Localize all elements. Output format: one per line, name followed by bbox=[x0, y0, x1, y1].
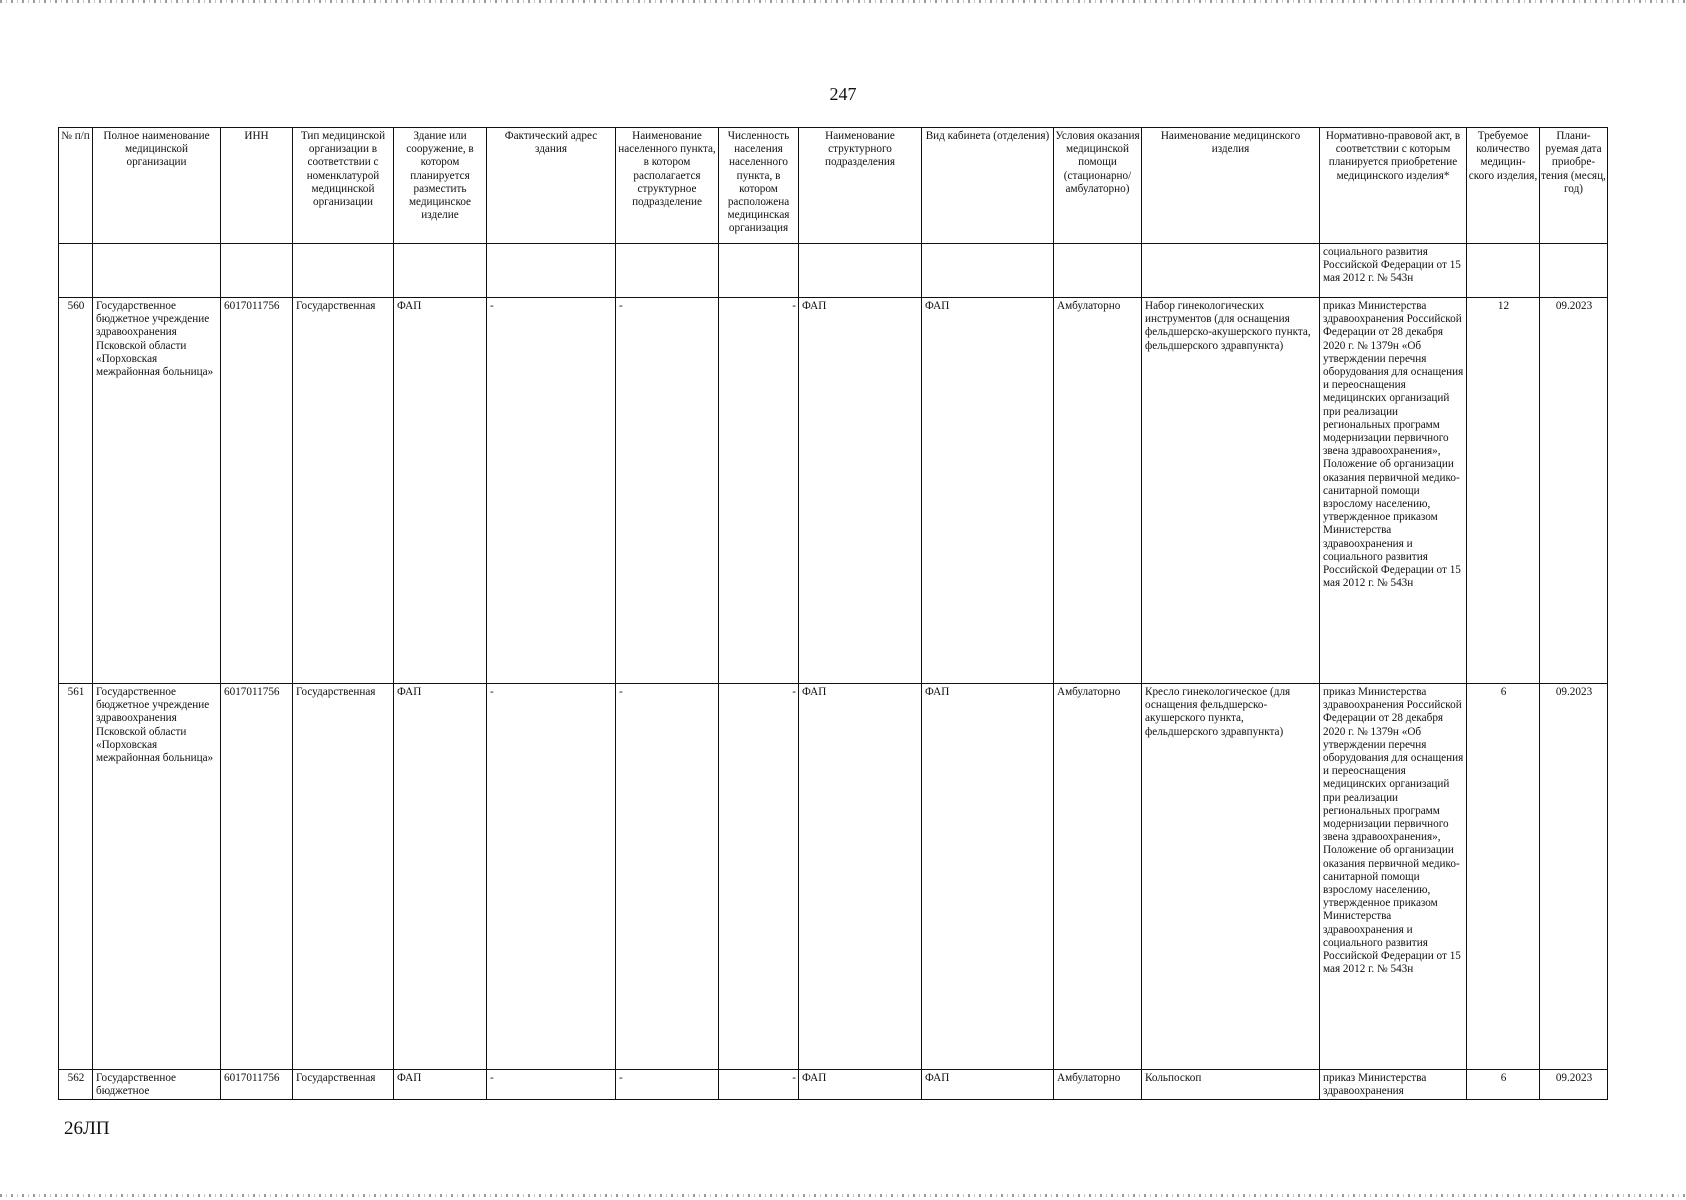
row-address: - bbox=[487, 684, 616, 1070]
row-cabinet: ФАП bbox=[922, 298, 1054, 684]
row-type: Государственная bbox=[293, 1070, 394, 1100]
scan-edge-bottom bbox=[0, 1194, 1686, 1197]
header-unit: Наименование структурного подразделения bbox=[799, 128, 922, 244]
row-org: Государственное бюджетное учреждение здравоохранения Псковской области «Порховская межрайонная больница» bbox=[93, 298, 221, 684]
row-building: ФАП bbox=[394, 684, 487, 1070]
table-row bbox=[59, 684, 1608, 1070]
row-unit: ФАП bbox=[799, 1070, 922, 1100]
header-population: Численность населения населенного пункта, в котором расположена медицинская организация bbox=[719, 128, 799, 244]
row-address: - bbox=[487, 1070, 616, 1100]
row-act: приказ Министерства здравоохранения Российской Федерации от 28 декабря 2020 г. № 1379н «Об утверждении перечня оборудования для оснащения и переоснащения медицинских организаций при реализации региональных программ модернизации первичного звена здравоохранения», Положение об организации оказания первичной медико-санитарной помощи взрослому населению, утвержденное приказом Министерства здравоохранения и социального развития Российской Федерации от 15 мая 2012 г. № 543н bbox=[1320, 298, 1467, 684]
row-address: - bbox=[487, 298, 616, 684]
header-org: Полное наименование медицинской организации bbox=[93, 128, 221, 244]
row-population: - bbox=[719, 1070, 799, 1100]
row-population: - bbox=[719, 684, 799, 1070]
row-locality: - bbox=[616, 298, 719, 684]
row-locality: - bbox=[616, 1070, 719, 1100]
row-type: Государственная bbox=[293, 684, 394, 1070]
row-inn: 6017011756 bbox=[221, 1070, 293, 1100]
row-building: ФАП bbox=[394, 298, 487, 684]
row-locality: - bbox=[616, 684, 719, 1070]
row-num: 562 bbox=[59, 1070, 93, 1100]
row-unit: ФАП bbox=[799, 684, 922, 1070]
row-unit: ФАП bbox=[799, 298, 922, 684]
row-date: 09.2023 bbox=[1540, 1070, 1608, 1100]
header-type: Тип медицинской организации в соответствии с номенклатурой медицинской организации bbox=[293, 128, 394, 244]
header-conditions: Условия оказания медицинской помощи (стационарно/ амбулаторно) bbox=[1054, 128, 1142, 244]
row-conditions: Амбулаторно bbox=[1054, 1070, 1142, 1100]
table-header-row bbox=[59, 128, 1608, 244]
document-code: 26ЛП bbox=[64, 1118, 110, 1139]
header-address: Фактический адрес здания bbox=[487, 128, 616, 244]
header-device: Наименование медицинского изделия bbox=[1142, 128, 1320, 244]
row-inn: 6017011756 bbox=[221, 684, 293, 1070]
row-device: Кольпоскоп bbox=[1142, 1070, 1320, 1100]
header-cabinet: Вид кабинета (отделения) bbox=[922, 128, 1054, 244]
header-num: № п/п bbox=[59, 128, 93, 244]
scan-edge-top bbox=[0, 0, 1686, 3]
row-cabinet: ФАП bbox=[922, 684, 1054, 1070]
row-org: Государственное бюджетное bbox=[93, 1070, 221, 1100]
header-inn: ИНН bbox=[221, 128, 293, 244]
row-type: Государственная bbox=[293, 298, 394, 684]
row-population: - bbox=[719, 298, 799, 684]
row-conditions: Амбулаторно bbox=[1054, 298, 1142, 684]
row-building: ФАП bbox=[394, 1070, 487, 1100]
equipment-table bbox=[58, 127, 1608, 1100]
row-act: приказ Министерства здравоохранения bbox=[1320, 1070, 1467, 1100]
header-act: Нормативно-правовой акт, в соответствии с которым планируется приобретение медицинского изделия* bbox=[1320, 128, 1467, 244]
header-date: Плани-руемая дата приобре-тения (месяц, год) bbox=[1540, 128, 1608, 244]
row-conditions: Амбулаторно bbox=[1054, 684, 1142, 1070]
row-date: 09.2023 bbox=[1540, 684, 1608, 1070]
row-date: 09.2023 bbox=[1540, 298, 1608, 684]
row-qty: 12 bbox=[1467, 298, 1540, 684]
row-act: приказ Министерства здравоохранения Российской Федерации от 28 декабря 2020 г. № 1379н «Об утверждении перечня оборудования для оснащения и переоснащения медицинских организаций при реализации региональных программ модернизации первичного звена здравоохранения», Положение об организации оказания первичной медико-санитарной помощи взрослому населению, утвержденное приказом Министерства здравоохранения и социального развития Российской Федерации от 15 мая 2012 г. № 543н bbox=[1320, 684, 1467, 1070]
row-inn: 6017011756 bbox=[221, 298, 293, 684]
header-building: Здание или сооружение, в котором планируется разместить медицинское изделие bbox=[394, 128, 487, 244]
row-cabinet: ФАП bbox=[922, 1070, 1054, 1100]
table-row bbox=[59, 298, 1608, 684]
row-qty: 6 bbox=[1467, 684, 1540, 1070]
continuation-act: социального развития Российской Федерации от 15 мая 2012 г. № 543н bbox=[1320, 244, 1467, 298]
page-number: 247 bbox=[829, 84, 857, 104]
continuation-row bbox=[59, 244, 1608, 298]
row-device: Набор гинекологических инструментов (для оснащения фельдшерско-акушерского пункта, фельдшерского здравпункта) bbox=[1142, 298, 1320, 684]
row-num: 561 bbox=[59, 684, 93, 1070]
row-num: 560 bbox=[59, 298, 93, 684]
row-qty: 6 bbox=[1467, 1070, 1540, 1100]
row-org: Государственное бюджетное учреждение здравоохранения Псковской области «Порховская межрайонная больница» bbox=[93, 684, 221, 1070]
table-row bbox=[59, 1070, 1608, 1100]
header-qty: Требуемое количество медицин-ского изделия, bbox=[1467, 128, 1540, 244]
header-locality: Наименование населенного пункта, в котором располагается структурное подразделение bbox=[616, 128, 719, 244]
row-device: Кресло гинекологическое (для оснащения фельдшерско-акушерского пункта, фельдшерского здравпункта) bbox=[1142, 684, 1320, 1070]
